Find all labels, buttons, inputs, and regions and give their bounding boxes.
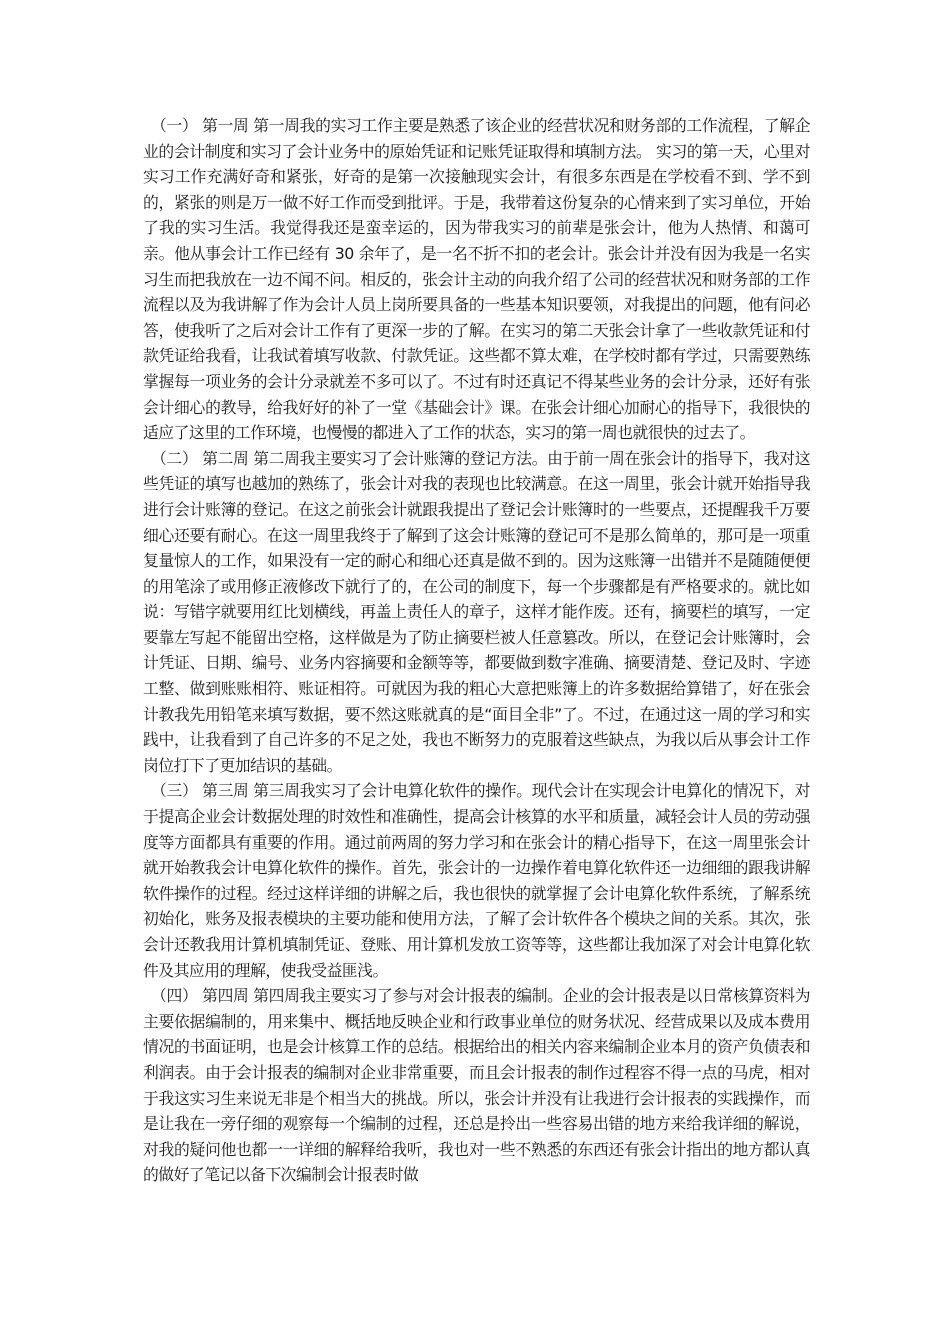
document-body xyxy=(143,113,810,1188)
paragraph-week-two: （二） 第二周 第二周我主要实习了会计账簿的登记方法。由于前一周在张会计的指导下，我对这些凭证的填写也越加的熟练了，张会计对我的表现也比较满意。在这一周里，张会计就开始指导我进行会计账簿的登记。在这之前张会计就跟我提出了登记会计账簿时的一些要点，还提醒我千万要细心还要有耐心。在这一周里我终于了解到了这会计账簿的登记可不是那么简单的，那可是一项重复量惊人的工作，如果没有一定的耐心和细心还真是做不到的。因为这账簿一出错并不是随随便便的用笔涂了或用修正液修改下就行了的，在公司的制度下，每一个步骤都是有严格要求的。就比如说：写错字就要用红比划横线，再盖上责任人的章子，这样才能作废。还有，摘要栏的填写，一定要靠左写起不能留出空格，这样做是为了防止摘要栏被人任意篡改。所以，在登记会计账簿时，会计凭证、日期、编号、业务内容摘要和金额等等，都要做到数字准确、摘要清楚、登记及时、字迹工整、做到账账相符、账证相符。可就因为我的粗心大意把账簿上的许多数据给算错了，好在张会计教我先用铅笔来填写数据，要不然这账就真的是“面目全非”了。不过，在通过这一周的学习和实践中，让我看到了自己许多的不足之处，我也不断努力的克服着这些缺点，为我以后从事会计工作岗位打下了更加结识的基础。 xyxy=(143,448,810,775)
paragraph-week-four: （四） 第四周 第四周我主要实习了参与对会计报表的编制。企业的会计报表是以日常核算资料为主要依据编制的，用来集中、概括地反映企业和行政事业单位的财务状况、经营成果以及成本费用情况的书面证明，也是会计核算工作的总结。根据给出的相关内容来编制企业本月的资产负债表和利润表。由于会计报表的编制对企业非常重要，而且会计报表的制作过程容不得一点的马虎，相对于我这实习生来说无非是个相当大的挑战。所以，张会计并没有让我进行会计报表的实践操作，而是让我在一旁仔细的观察每一个编制的过程，还总是拎出一些容易出错的地方来给我详细的解说，对我的疑问他也都一一详细的解释给我听，我也对一些不熟悉的东西还有张会计指出的地方都认真的做好了笔记以备下次编制会计报表时做 xyxy=(143,986,810,1185)
paragraph-week-one: （一） 第一周 第一周我的实习工作主要是熟悉了该企业的经营状况和财务部的工作流程，了解企业的会计制度和实习了会计业务中的原始凭证和记账凭证取得和填制方法。 实习的第一天，心里对实习工作充满好奇和紧张，好奇的是第一次接触现实会计，有很多东西是在学校看不到、学不到的，紧张的则是万一做不好工作而受到批评。于是，我带着这份复杂的心情来到了实习单位，开始了我的实习生活。我觉得我还是蛮幸运的，因为带我实习的前辈是张会计，他为人热情、和蔼可亲。他从事会计工作已经有 30 余年了，是一名不折不扣的老会计。张会计并没有因为我是一名实习生而把我放在一边不闻不问。相反的，张会计主动的向我介绍了公司的经营状况和财务部的工作流程以及为我讲解了作为会计人员上岗所要具备的一些基本知识要领，对我提出的问题，他有问必答，使我听了之后对会计工作有了更深一步的了解。在实习的第二天张会计拿了一些收款凭证和付款凭证给我看，让我试着填写收款、付款凭证。这些都不算太难，在学校时都有学过，只需要熟练掌握每一项业务的会计分录就差不多可以了。不过有时还真记不得某些业务的会计分录，还好有张会计细心的教导，给我好好的补了一堂《基础会计》课。在张会计细心加耐心的指导下，我很快的适应了这里的工作环境，也慢慢的都进入了工作的状态，实习的第一周也就很快的过去了。 xyxy=(143,116,810,443)
paragraph-week-three: （三） 第三周 第三周我实习了会计电算化软件的操作。现代会计在实现会计电算化的情况下，对于提高企业会计数据处理的时效性和准确性，提高会计核算的水平和质量，减轻会计人员的劳动强度等方面都具有重要的作用。通过前两周的努力学习和在张会计的精心指导下，在这一周里张会计就开始教我会计电算化软件的操作。首先，张会计的一边操作着电算化软件还一边细细的跟我讲解软件操作的过程。经过这样详细的讲解之后，我也很快的就掌握了会计电算化软件系统，了解系统初始化，账务及报表模块的主要功能和使用方法，了解了会计软件各个模块之间的关系。其次，张会计还教我用计算机填制凭证、登账、用计算机发放工资等等，这些都让我加深了对会计电算化软件及其应用的理解，使我受益匪浅。 xyxy=(143,781,810,980)
